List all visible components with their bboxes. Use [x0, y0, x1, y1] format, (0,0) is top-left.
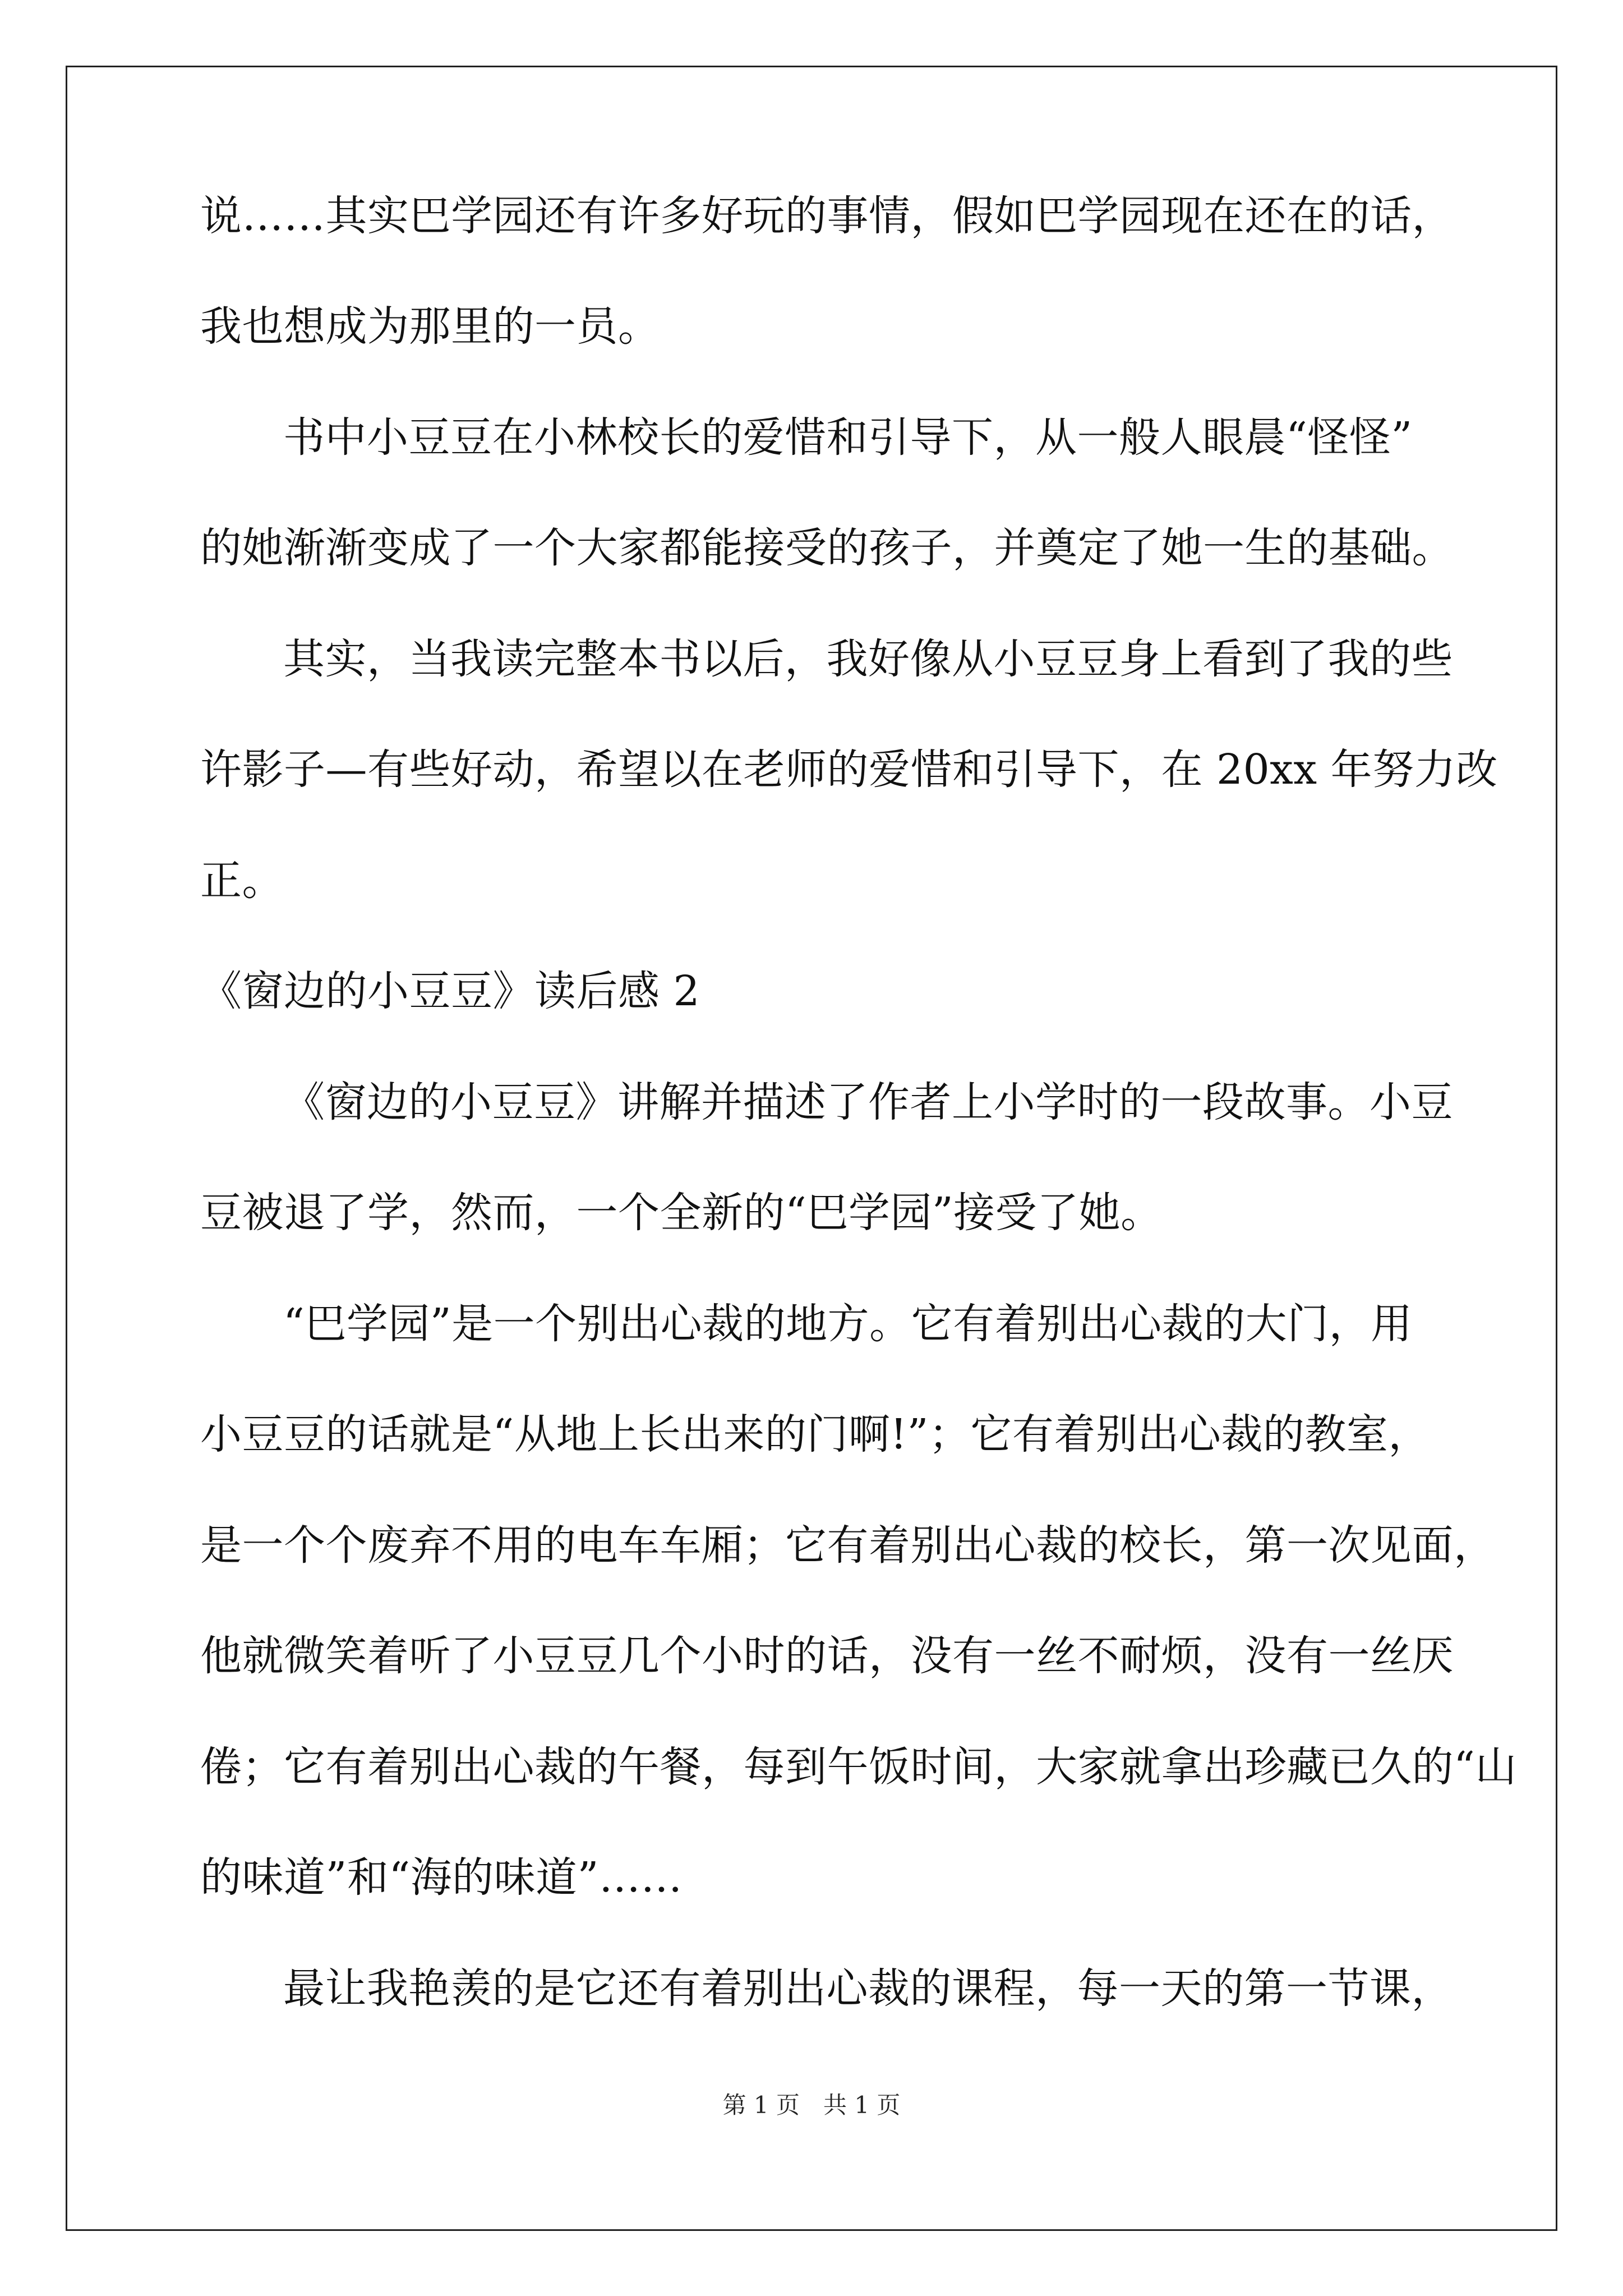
text-line: 小豆豆的话就是“从地上长出来的门啊!”；它有着别出心裁的教室，: [200, 1410, 1430, 1458]
page-border: [66, 66, 1557, 2231]
paragraph-start: “巴学园”是一个别出心裁的地方。它有着别出心裁的大门，用: [283, 1300, 1413, 1348]
text-line: 他就微笑着听了小豆豆几个小时的话，没有一丝不耐烦，没有一丝厌: [200, 1632, 1454, 1680]
text-line: 是一个个废弃不用的电车车厢；它有着别出心裁的校长，第一次见面，: [200, 1521, 1496, 1570]
section-heading: 《窗边的小豆豆》读后感 2: [200, 967, 700, 1015]
text-line: 的味道”和“海的味道”……: [200, 1853, 683, 1902]
text-line: 许影子—有些好动，希望以在老师的爱惜和引导下，在 20xx 年努力改: [200, 746, 1498, 794]
text-line: 的她渐渐变成了一个大家都能接受的孩子，并奠定了她一生的基础。: [200, 524, 1454, 572]
text-line: 倦；它有着别出心裁的午餐，每到午饭时间，大家就拿出珍藏已久的“山: [200, 1743, 1517, 1791]
page-number-footer: 第 1 页 共 1 页: [722, 2091, 901, 2119]
text-line: 说……其实巴学园还有许多好玩的事情，假如巴学园现在还在的话，: [200, 192, 1454, 240]
paragraph-start: 书中小豆豆在小林校长的爱惜和引导下，从一般人眼晨“怪怪”: [283, 413, 1413, 462]
text-line: 豆被退了学，然而，一个全新的“巴学园”接受了她。: [200, 1189, 1163, 1237]
paragraph-start: 其实，当我读完整本书以后，我好像从小豆豆身上看到了我的些: [283, 635, 1453, 683]
text-line: 我也想成为那里的一员。: [200, 302, 660, 351]
paragraph-start: 最让我艳羡的是它还有着别出心裁的课程，每一天的第一节课，: [283, 1964, 1453, 2013]
text-line: 正。: [200, 857, 284, 905]
paragraph-start: 《窗边的小豆豆》讲解并描述了作者上小学时的一段故事。小豆: [283, 1078, 1453, 1126]
